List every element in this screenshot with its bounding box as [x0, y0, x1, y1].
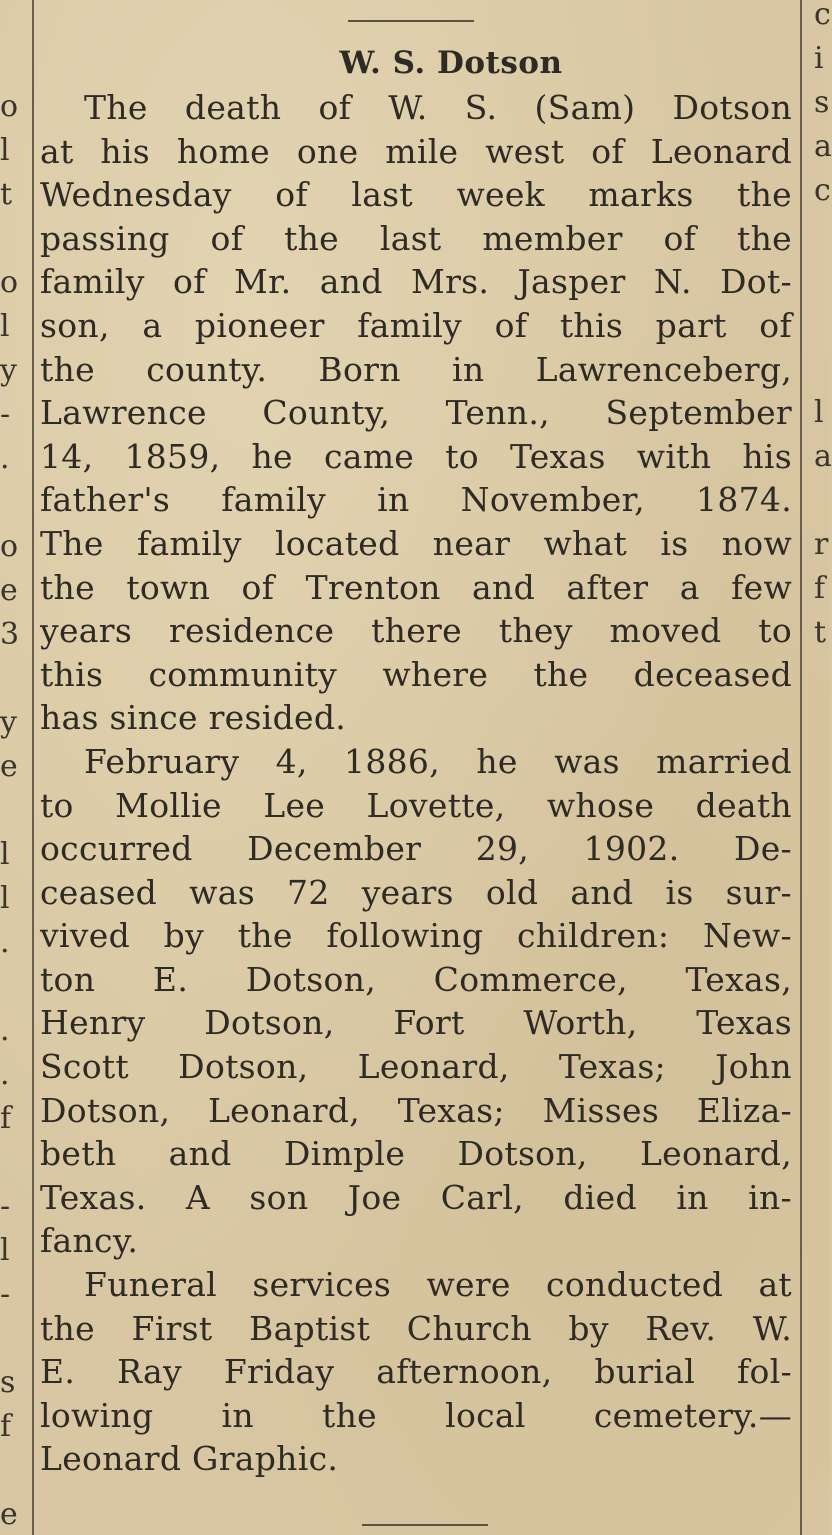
article-headline: W. S. Dotson	[339, 45, 563, 81]
left-fragment: t	[0, 177, 13, 212]
right-fragment: c	[814, 173, 831, 208]
article-line: Leonard Graphic.	[40, 1439, 339, 1479]
article-line: beth and Dimple Dotson, Leonard,	[40, 1134, 792, 1174]
right-fragment: a	[814, 129, 832, 164]
left-fragment: l	[0, 309, 10, 344]
left-fragment: l	[0, 837, 10, 872]
article-line: the town of Trenton and after a few	[40, 567, 792, 607]
article-line: years residence there they moved to	[40, 611, 792, 651]
left-fragment: f	[0, 1101, 12, 1136]
article-line: son, a pioneer family of this part of	[40, 305, 792, 345]
article-line: fancy.	[40, 1221, 139, 1261]
article-line: Texas. A son Joe Carl, died in in-	[40, 1177, 792, 1217]
article-line: the county. Born in Lawrenceberg,	[40, 349, 792, 389]
article-line: passing of the last member of the	[40, 218, 792, 258]
left-fragment: y	[0, 353, 17, 388]
left-fragment: y	[0, 705, 17, 740]
left-fragment: o	[0, 529, 19, 564]
article-line: the First Baptist Church by Rev. W.	[40, 1308, 792, 1348]
article-line: 14, 1859, he came to Texas with his	[40, 436, 792, 476]
article-line: to Mollie Lee Lovette, whose death	[40, 785, 792, 825]
right-fragment: a	[814, 439, 832, 474]
article-line: Lawrence County, Tenn., September	[40, 393, 792, 433]
left-fragment: f	[0, 1409, 12, 1444]
article-line: this community where the deceased	[40, 654, 792, 694]
left-fragment: .	[0, 1057, 10, 1092]
left-fragment: 3	[0, 617, 20, 652]
article-line: lowing in the local cemetery.—	[40, 1395, 792, 1435]
left-column-rule	[32, 0, 34, 1535]
article-line: father's family in November, 1874.	[40, 480, 792, 520]
article-line: Henry Dotson, Fort Worth, Texas	[40, 1003, 792, 1043]
obituary-article	[40, 40, 792, 1481]
left-fragment: o	[0, 265, 19, 300]
article-line: Scott Dotson, Leonard, Texas; John	[40, 1047, 792, 1087]
left-fragment: l	[0, 881, 10, 916]
article-line: vived by the following children: New-	[40, 916, 792, 956]
right-fragment: f	[814, 571, 826, 606]
right-fragment: t	[814, 615, 827, 650]
left-fragment: l	[0, 1233, 10, 1268]
article-line: Wednesday of last week marks the	[40, 175, 792, 215]
article-line: occurred December 29, 1902. De-	[40, 829, 792, 869]
left-fragment: s	[0, 1365, 16, 1400]
article-line: E. Ray Friday afternoon, burial fol-	[40, 1352, 792, 1392]
bottom-divider-rule	[362, 1524, 488, 1526]
right-fragment: i	[814, 41, 824, 76]
article-line: family of Mr. and Mrs. Jasper N. Dot-	[40, 262, 792, 302]
article-paragraph	[40, 86, 792, 740]
left-fragment: -	[0, 397, 11, 432]
article-line: February 4, 1886, he was married	[84, 741, 792, 781]
article-line: at his home one mile west of Leonard	[40, 131, 792, 171]
article-paragraph	[40, 740, 792, 1263]
right-fragment: r	[814, 527, 829, 562]
right-fragment: s	[814, 85, 830, 120]
article-line: ton E. Dotson, Commerce, Texas,	[40, 959, 792, 999]
left-fragment: .	[0, 441, 10, 476]
article-line: ceased was 72 years old and is sur-	[40, 872, 792, 912]
left-fragment: -	[0, 1189, 11, 1224]
left-fragment: -	[0, 1277, 11, 1312]
left-fragment: .	[0, 1013, 10, 1048]
right-fragment: l	[814, 395, 824, 430]
right-column-rule	[800, 0, 802, 1535]
left-fragment: l	[0, 133, 10, 168]
article-line: The family located near what is now	[40, 523, 792, 563]
top-divider-rule	[348, 20, 474, 22]
left-fragment: e	[0, 749, 18, 784]
left-fragment: .	[0, 925, 10, 960]
article-line: The death of W. S. (Sam) Dotson	[84, 88, 792, 127]
article-paragraph	[40, 1263, 792, 1481]
left-fragment: o	[0, 89, 19, 124]
left-fragment: e	[0, 573, 18, 608]
article-line: has since resided.	[40, 698, 347, 738]
right-fragment: c	[814, 0, 831, 32]
article-line: Funeral services were conducted at	[84, 1265, 792, 1305]
article-line: Dotson, Leonard, Texas; Misses Eliza-	[40, 1090, 792, 1130]
left-fragment: e	[0, 1497, 18, 1532]
